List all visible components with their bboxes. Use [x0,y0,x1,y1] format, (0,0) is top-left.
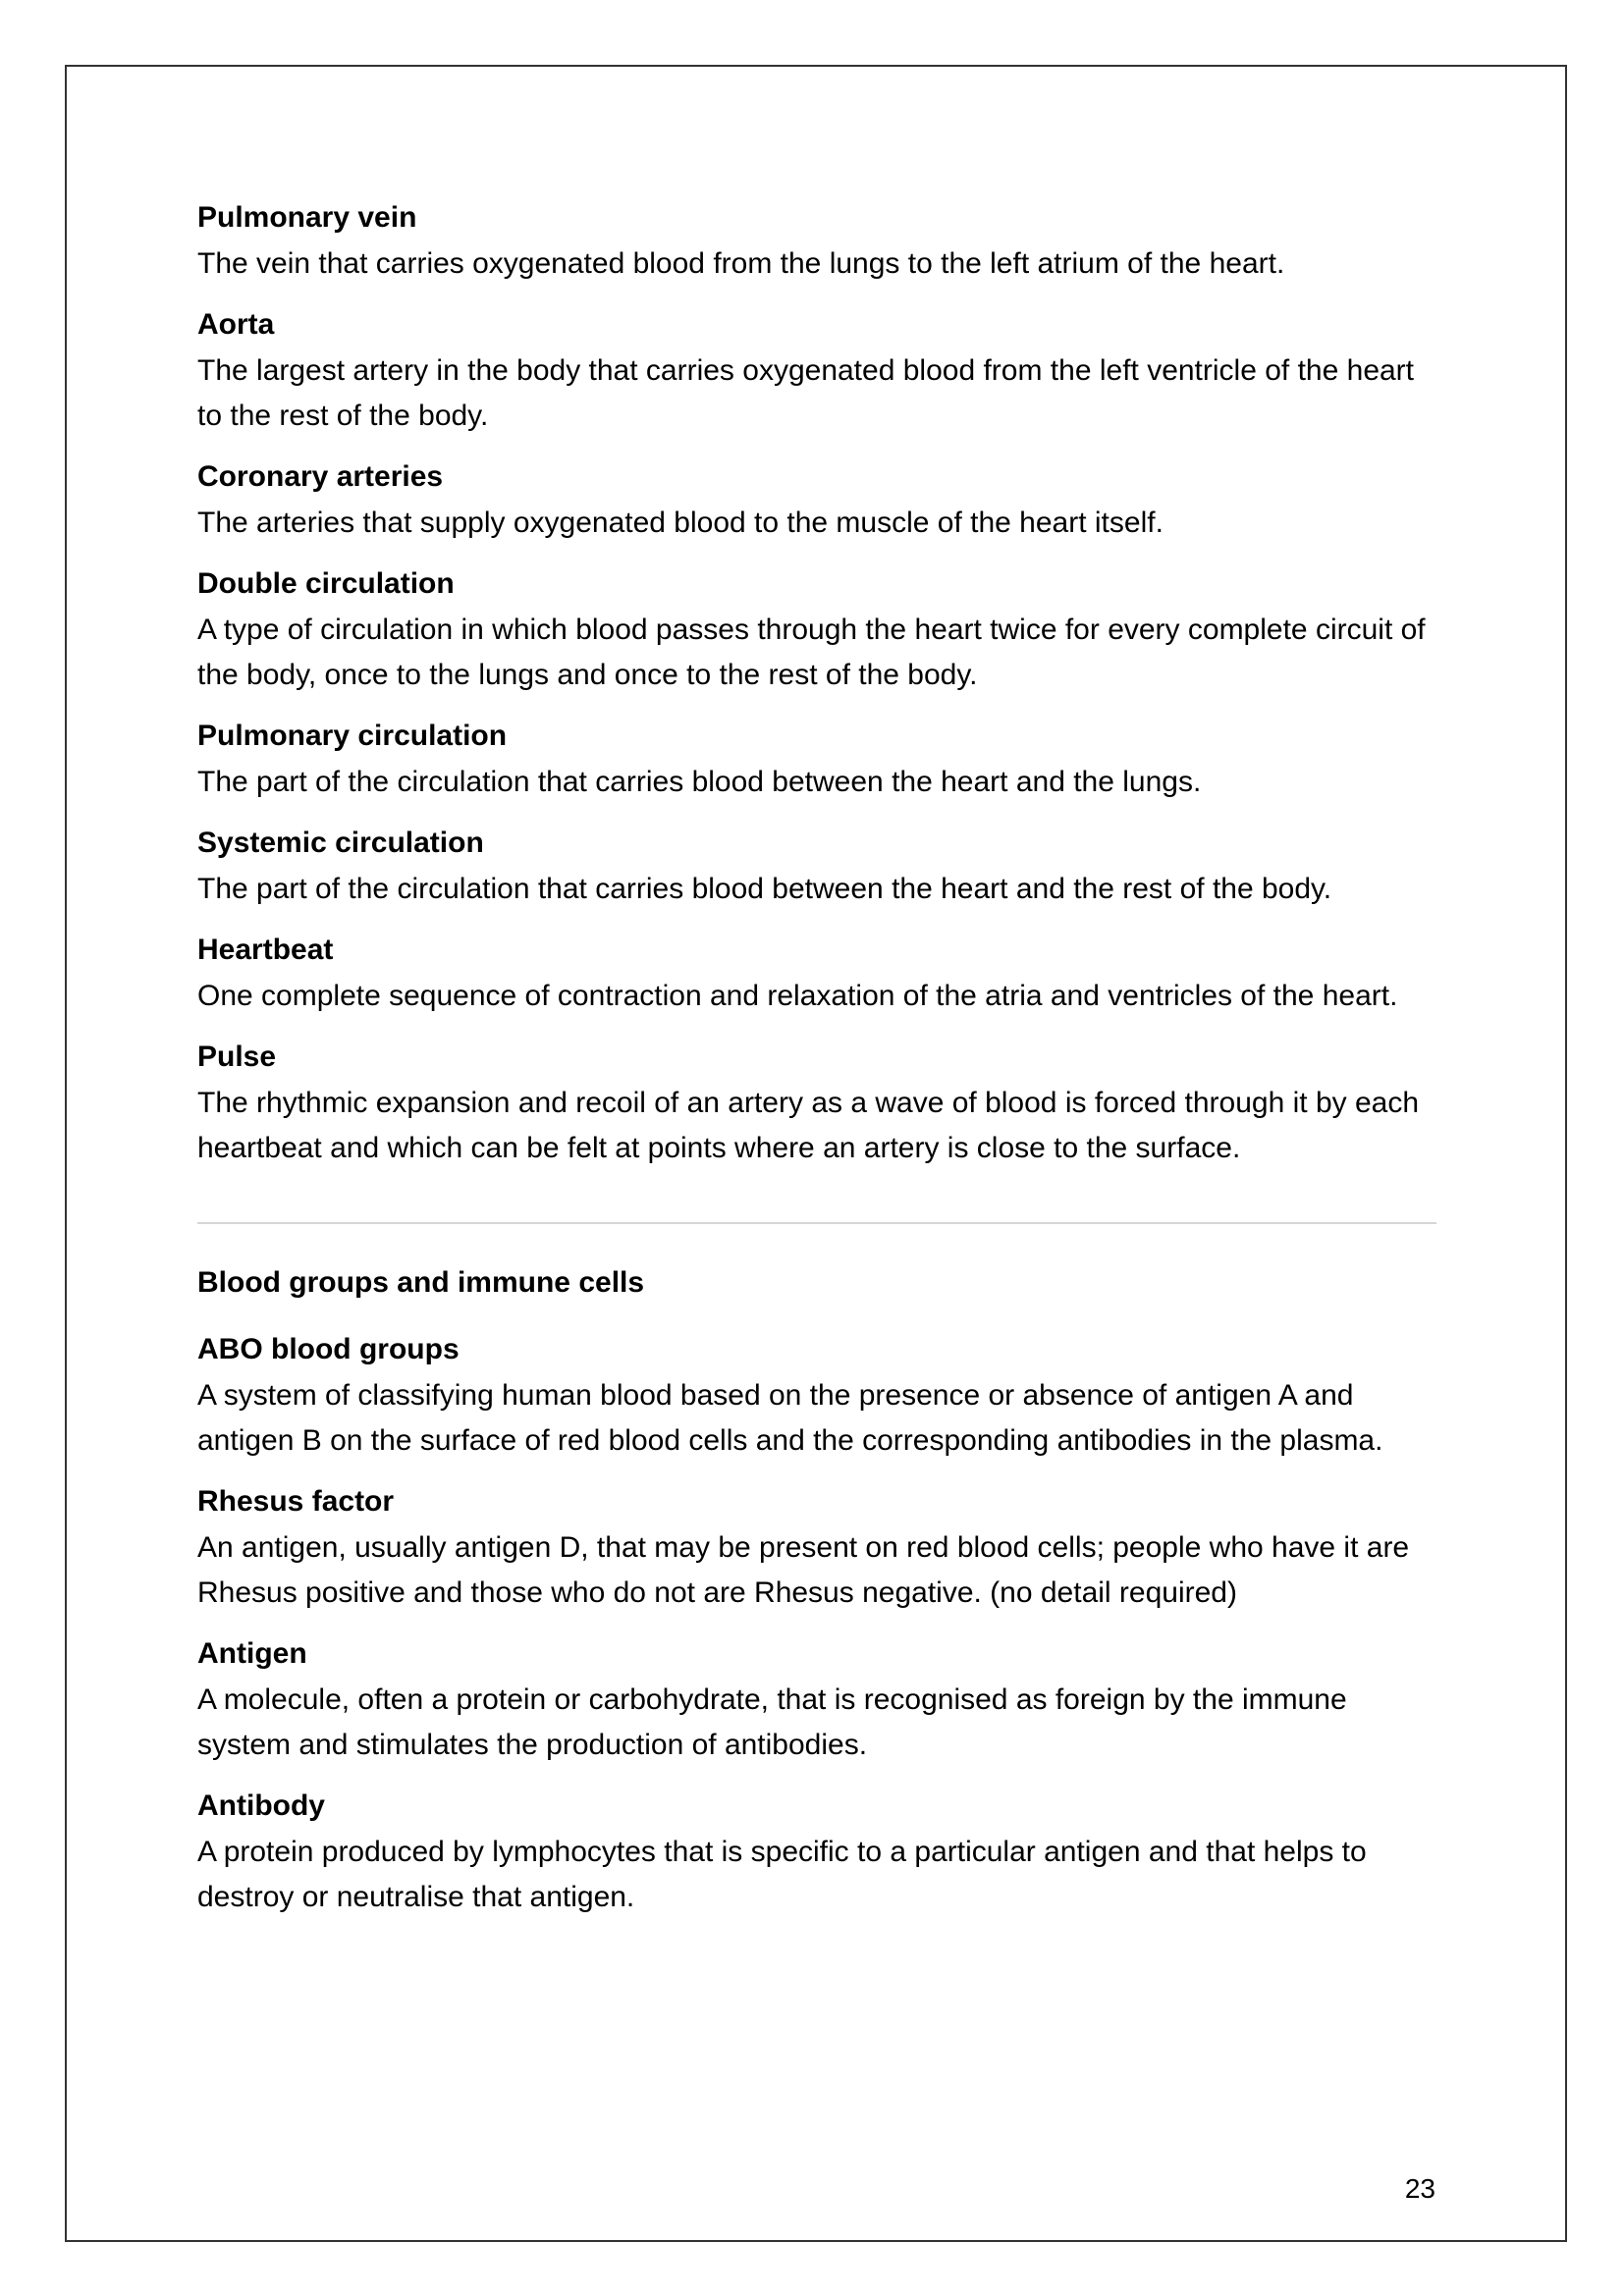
glossary-entry-pulmonary-vein [197,198,1435,287]
term: Pulmonary vein [197,201,417,234]
glossary-entry-heartbeat [197,931,1435,1019]
glossary-entry-abo-blood-groups [197,1330,1435,1464]
glossary-entry-coronary-arteries [197,457,1435,546]
term: Rhesus factor [197,1485,395,1518]
glossary-entry-antigen [197,1634,1435,1768]
definition: The part of the circulation that carries blood between the heart and the lungs. [197,766,1202,798]
glossary-entry-pulmonary-circulation [197,717,1435,805]
definition: The rhythmic expansion and recoil of an artery as a wave of blood is forced through it by each heartbeat and which can be felt at points where an artery is close to the surface. [197,1087,1420,1164]
definition: The arteries that supply oxygenated blood to the muscle of the heart itself. [197,507,1164,539]
definition: The part of the circulation that carries blood between the heart and the rest of the body. [197,873,1332,905]
term: Double circulation [197,567,455,600]
glossary-content [197,198,1435,1939]
definition: A protein produced by lymphocytes that is specific to a particular antigen and that helps to destroy or neutralise that antigen. [197,1836,1367,1913]
term: Antigen [197,1637,307,1670]
page-number: 23 [1404,2173,1435,2204]
definition: One complete sequence of contraction and relaxation of the atria and ventricles of the heart. [197,980,1398,1012]
section-divider [197,1222,1436,1224]
term: Pulse [197,1041,277,1073]
section-heading: Blood groups and immune cells [197,1266,645,1299]
glossary-entry-antibody [197,1787,1435,1920]
term: Antibody [197,1789,325,1822]
definition: A molecule, often a protein or carbohydrate, that is recognised as foreign by the immune system and stimulates the production of antibodies. [197,1683,1347,1761]
definition: A system of classifying human blood based on the presence or absence of antigen A and antigen B on the surface of red blood cells and the corresponding antibodies in the plasma. [197,1379,1383,1457]
term: ABO blood groups [197,1333,460,1365]
glossary-entry-pulse [197,1038,1435,1171]
glossary-entry-double-circulation [197,564,1435,698]
term: Pulmonary circulation [197,720,508,752]
definition: A type of circulation in which blood passes through the heart twice for every complete circuit of the body, once to the lungs and once to the rest of the body. [197,614,1426,691]
definition: An antigen, usually antigen D, that may be present on red blood cells; people who have it are Rhesus positive and those who do not are Rhesus negative. (no detail required) [197,1531,1410,1609]
glossary-entry-systemic-circulation [197,824,1435,912]
term: Heartbeat [197,934,334,966]
glossary-entry-rhesus-factor [197,1482,1435,1616]
definition: The largest artery in the body that carries oxygenated blood from the left ventricle of the heart to the rest of the body. [197,354,1415,432]
term: Aorta [197,308,275,341]
definition: The vein that carries oxygenated blood from the lungs to the left atrium of the heart. [197,247,1285,280]
term: Coronary arteries [197,460,444,493]
term: Systemic circulation [197,827,484,859]
glossary-entry-aorta [197,305,1435,439]
